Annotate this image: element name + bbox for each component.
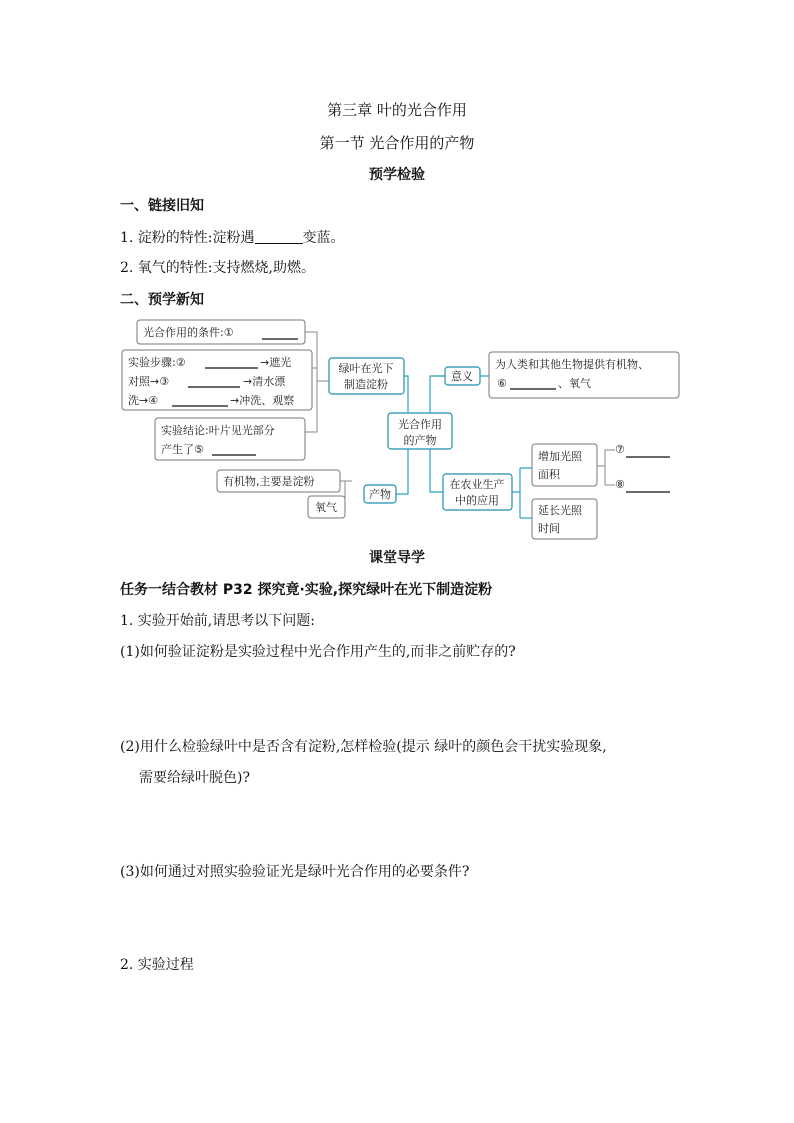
question-1-1: (1)如何验证淀粉是实验过程中光合作用产生的,而非之前贮存的?: [120, 644, 516, 660]
center-line2: 的产物: [403, 434, 437, 447]
agri-time-line1: 延长光照: [538, 504, 582, 517]
agri-light-line2: 面积: [538, 468, 560, 481]
branch-experiment-line1: 绿叶在光下: [338, 362, 394, 375]
question-1-2-line2: 需要给绿叶脱色)?: [139, 770, 250, 786]
branch-agri-line1: 在农业生产: [449, 478, 505, 491]
chapter-title: 第三章 叶的光合作用: [327, 101, 467, 119]
conclusion-line2: 产生了⑤: [161, 443, 204, 456]
q1-prefix: 1. 淀粉的特性:淀粉遇: [120, 230, 255, 246]
num-7: ⑦: [615, 443, 625, 456]
branch-meaning: 意义: [451, 370, 473, 383]
meaning-line2b: 、氧气: [558, 377, 591, 390]
task-1-title: 任务一结合教材 P32 探究竟·实验,探究绿叶在光下制造淀粉: [120, 582, 493, 598]
branch-agri-line2: 中的应用: [455, 494, 499, 507]
question-classroom-2: 2. 实验过程: [120, 957, 194, 973]
section-title: 第一节 光合作用的产物: [319, 134, 475, 152]
num-8: ⑧: [615, 478, 625, 491]
branch-product: 产物: [369, 488, 391, 501]
question-classroom-1: 1. 实验开始前,请思考以下问题:: [120, 613, 315, 629]
steps-line3a: 洗→④: [128, 394, 159, 407]
steps-line2b: →清水漂: [243, 375, 286, 388]
question-1-2-line1: (2)用什么检验绿叶中是否含有淀粉,怎样检验(提示 绿叶的颜色会干扰实验现象,: [120, 739, 607, 755]
classroom-heading: 课堂导学: [369, 550, 425, 566]
conclusion-line1: 实验结论:叶片见光部分: [161, 424, 275, 437]
part1-heading: 一、链接旧知: [120, 198, 204, 214]
product-oxygen: 氧气: [315, 501, 337, 514]
part2-heading: 二、预学新知: [120, 292, 204, 308]
meaning-line1: 为人类和其他生物提供有机物、: [495, 358, 649, 371]
steps-line2a: 对照→③: [128, 375, 170, 388]
preview-heading: 预学检验: [369, 167, 425, 183]
steps-line1a: 实验步骤:②: [128, 356, 186, 369]
center-line1: 光合作用: [398, 418, 442, 431]
q1-suffix: 变蓝。: [302, 230, 345, 246]
question-1-3: (3)如何通过对照实验验证光是绿叶光合作用的必要条件?: [120, 864, 470, 880]
condition-text: 光合作用的条件:①: [143, 326, 234, 339]
product-organic: 有机物,主要是淀粉: [223, 475, 315, 488]
steps-line3b: →冲洗、观察: [230, 394, 295, 407]
agri-time-line2: 时间: [538, 522, 560, 535]
branch-experiment-line2: 制造淀粉: [344, 378, 388, 391]
agri-light-line1: 增加光照: [538, 450, 582, 463]
steps-line1b: →遮光: [260, 356, 292, 369]
question-2: 2. 氧气的特性:支持燃烧,助燃。: [120, 260, 315, 276]
meaning-num6: ⑥: [497, 377, 507, 390]
